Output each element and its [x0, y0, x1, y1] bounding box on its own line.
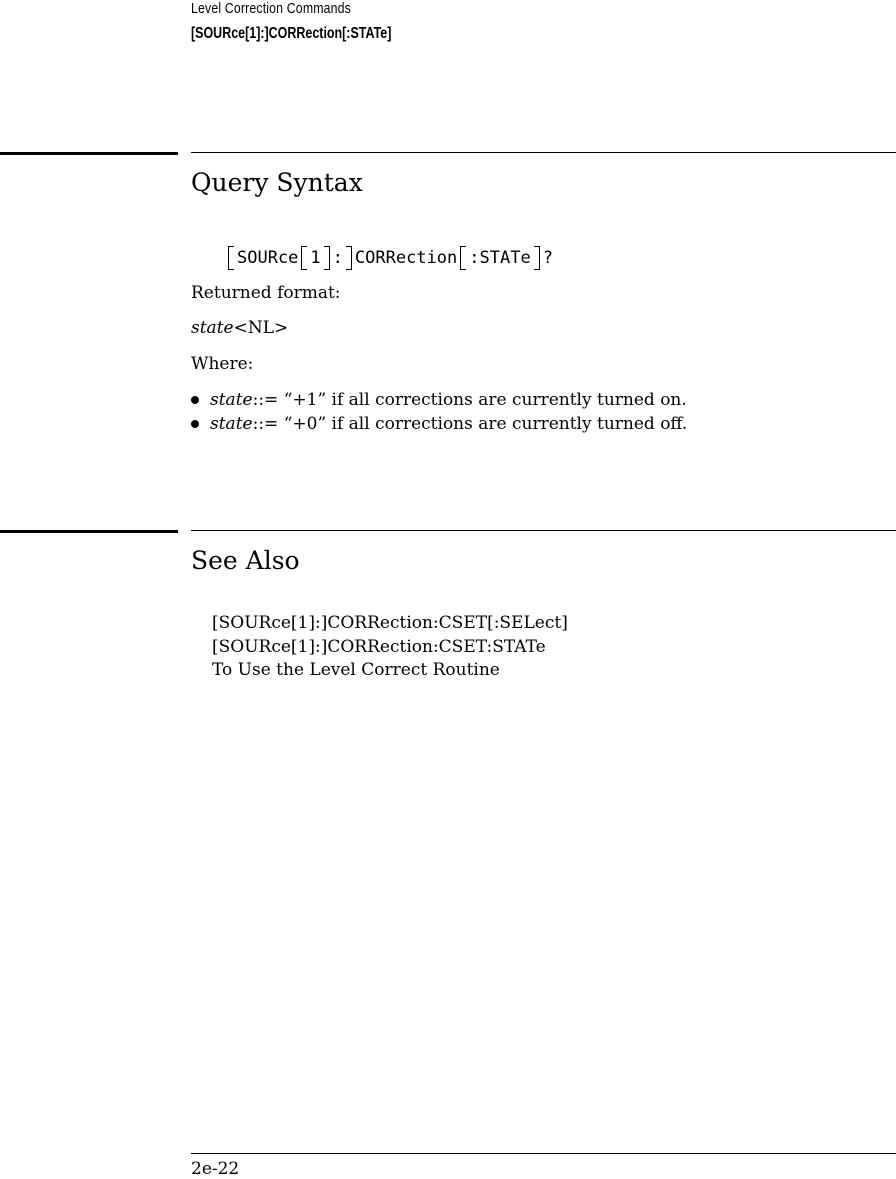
- page-number: 2e-22: [191, 1159, 240, 1179]
- bracket-close: [534, 246, 540, 270]
- syntax-state: :STATe: [469, 248, 531, 268]
- query-syntax-line: [225, 246, 553, 270]
- bracket-close: [324, 246, 330, 270]
- returned-format-var: state: [191, 318, 234, 338]
- bullet-icon: [191, 420, 199, 428]
- returned-format-label: Returned format:: [191, 283, 341, 303]
- query-syntax-title: Query Syntax: [191, 168, 363, 197]
- bracket-close: [346, 246, 352, 270]
- section-rule-thick: [0, 530, 178, 533]
- list-item: [191, 390, 687, 410]
- syntax-query-mark: ?: [542, 248, 553, 268]
- bullet-icon: [191, 396, 199, 404]
- list-item: [191, 414, 687, 434]
- bracket-open: [301, 246, 307, 270]
- see-also-link[interactable]: [SOURce[1]:]CORRection:CSET:STATe: [212, 637, 546, 657]
- section-rule-thin: [191, 530, 896, 531]
- bracket-open: [460, 246, 466, 270]
- syntax-correction: CORRection: [354, 248, 458, 268]
- running-header-command: [SOURce[1]:]CORRection[:STATe]: [191, 25, 392, 42]
- see-also-link[interactable]: To Use the Level Correct Routine: [212, 660, 500, 680]
- item-text: ::= “+1” if all corrections are currently turned on.: [252, 390, 687, 410]
- running-header-section: Level Correction Commands: [191, 0, 351, 17]
- returned-format-value: [191, 318, 288, 338]
- section-rule-thick: [0, 152, 178, 155]
- bracket-open: [228, 246, 234, 270]
- item-text: ::= “+0” if all corrections are currently turned off.: [252, 414, 688, 434]
- syntax-source: SOURce: [237, 248, 299, 268]
- syntax-colon: :: [332, 248, 343, 268]
- see-also-title: See Also: [191, 546, 300, 575]
- footer-rule: [191, 1153, 896, 1154]
- see-also-link[interactable]: [SOURce[1]:]CORRection:CSET[:SELect]: [212, 613, 568, 633]
- item-var: state: [210, 390, 253, 410]
- where-label: Where:: [191, 354, 254, 374]
- item-var: state: [210, 414, 253, 434]
- returned-format-suffix: <NL>: [233, 318, 289, 338]
- section-rule-thin: [191, 152, 896, 153]
- syntax-one: 1: [310, 248, 321, 268]
